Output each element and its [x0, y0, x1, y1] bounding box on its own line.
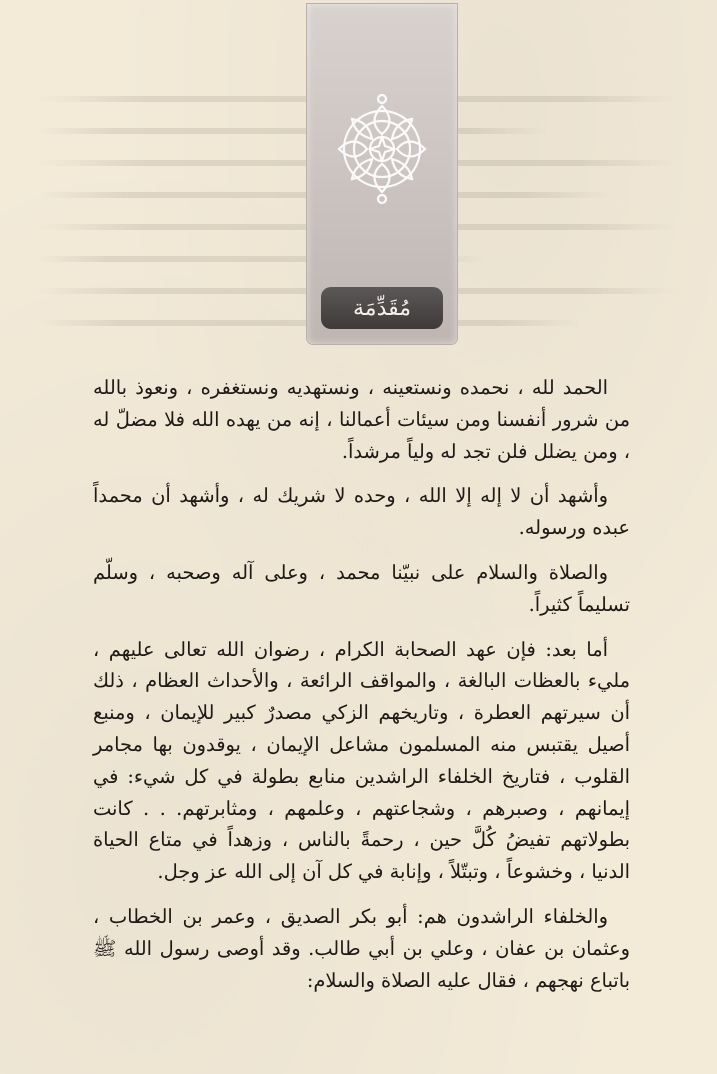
chapter-title: مُقَدِّمَة	[321, 287, 443, 329]
paragraph-testimony: وأشهد أن لا إله إلا الله ، وحده لا شريك له ، وأشهد أن محمداً عبده ورسوله.	[93, 484, 630, 540]
arabesque-ornament-icon	[332, 84, 432, 214]
body-text	[93, 372, 630, 996]
paragraph-praise: الحمد لله ، نحمده ونستعينه ، ونستهديه ونستغفره ، ونعوذ بالله من شرور أنفسنا ومن سيئات أعمالنا ، إنه من يهده الله فلا مضلّ له ، ومن يضلل فلن تجد له ولياً مرشداً.	[93, 376, 630, 463]
paragraph-companions: أما بعد: فإن عهد الصحابة الكرام ، رضوان الله تعالى عليهم ، مليء بالعظات البالغة ، والمواقف الرائعة ، والأحداث العظام ، ذلك أن سيرتهم العطرة ، وتاريخهم الزكي مصدرٌ كبير للإيمان ، ومنبع أصيل يقتبس منه المسلمون مشاعل الإيمان ، يوقدون بها مجامر القلوب ، فتاريخ الخلفاء الراشدين منابع بطولة في كل شيء: في إيمانهم ، وصبرهم ، وشجاعتهم ، وعلمهم ، ومثابرتهم. . . كانت بطولاتهم تفيضُ كُلَّ حين ، رحمةً بالناس ، وزهداً في متاع الحياة الدنيا ، وخشوعاً ، وتبتّلاً ، وإنابة في كل آن إلى الله عز وجل.	[93, 637, 630, 884]
paragraph-salutation: والصلاة والسلام على نبيّنا محمد ، وعلى آله وصحبه ، وسلّم تسليماً كثيراً.	[93, 560, 630, 616]
chapter-banner	[307, 4, 457, 344]
paragraph-caliphs: والخلفاء الراشدون هم: أبو بكر الصديق ، وعمر بن الخطاب ، وعثمان بن عفان ، وعلي بن أبي طالب. وقد أوصى رسول الله ﷺ باتباع نهجهم ، فقال عليه الصلاة والسلام:	[93, 904, 630, 992]
